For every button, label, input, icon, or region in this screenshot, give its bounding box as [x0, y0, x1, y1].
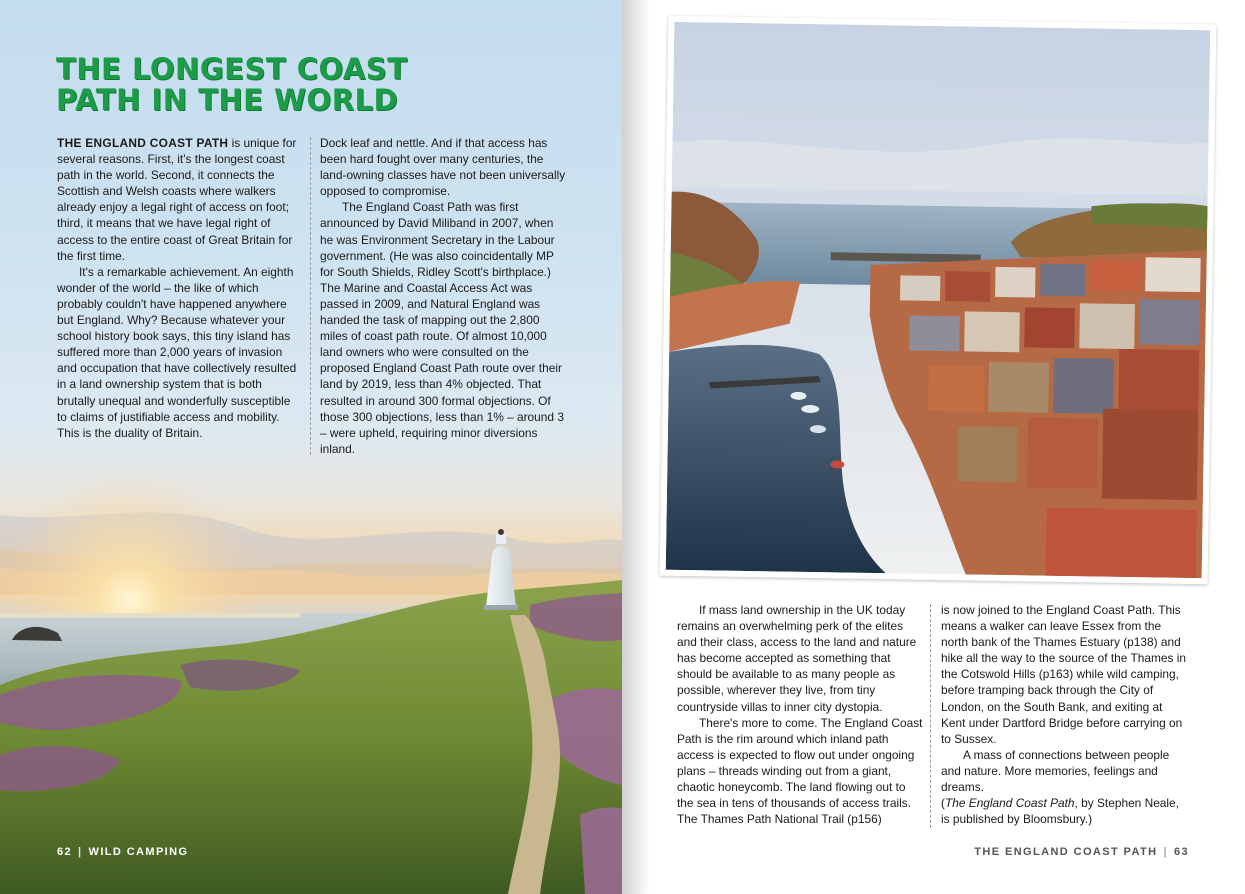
harbour-village-illustration [666, 22, 1211, 578]
right-column-1 [677, 602, 925, 827]
left-column-2 [320, 135, 568, 457]
right-column-2 [941, 602, 1189, 827]
right-page [622, 0, 1245, 894]
credit-text: , by Stephen Neale, is published by Bloomsbury.) [941, 796, 1179, 827]
paragraph: A mass of connections between people and nature. More memories, feelings and dreams. [941, 747, 1170, 795]
intro-text: is unique for several reasons. First, it's the longest coast path in the world. Second, it connects the Scottish and Welsh coasts where walkers already enjoy a legal right of access on foot; third, it means that we have legal right of access to the entire coast of Great Britain for the first time. [57, 136, 297, 263]
credit-open-paren: ( [941, 796, 945, 811]
paragraph: Dock leaf and nettle. And if that access has been hard fought over many centuries, the land-owning classes have not been universally opposed to compromise. [320, 136, 566, 199]
page-number: 62 [57, 846, 73, 858]
paragraph: There's more to come. The England Coast Path is the rim around which inland path access is expected to flow out under ongoing plans – threads winding out from a giant, chaotic honeycomb. The land flowing out to the sea in tens of thousands of access trails. The Thames Path National Trail (p156) [677, 715, 923, 827]
left-page-folio: 62 | WILD CAMPING [57, 846, 189, 858]
column-divider [310, 137, 311, 455]
staithes-harbour-photo [660, 16, 1217, 585]
left-column-1 [57, 135, 299, 441]
intro-paragraph [57, 135, 299, 264]
paragraph: If mass land ownership in the UK today remains an overwhelming perk of the elites and their class, access to the land and nature has become accepted as something that should be available to as many people as possible, wherever they live, from tiny countryside villas to inner city dystopia. [677, 603, 917, 714]
paragraph: is now joined to the England Coast Path. This means a walker can leave Essex from the north bank of the Thames Estuary (p138) and hike all the way to the source of the Thames in the Cotswold Hills (p163) while wild camping, before tramping back through the City of London, on the South Bank, and exiting at Kent under Dartford Bridge before carrying on to Sussex. [941, 603, 1186, 746]
section-name: THE ENGLAND COAST PATH [974, 846, 1158, 858]
paragraph: It's a remarkable achievement. An eighth wonder of the world – the like of which probably couldn't have happened anywhere but England. Why? Because whatever your school history book says, this tiny island has suffered more than 2,000 years of invasion and occupation that have collectively resulted in a land ownership system that is both brutally unequal and wonderfully susceptible to claims of justifiable access and mobility. This is the duality of Britain. [57, 264, 297, 440]
right-page-folio: THE ENGLAND COAST PATH | 63 [974, 846, 1189, 858]
book-title: The England Coast Path [944, 796, 1075, 811]
title-line-2: PATH IN THE WORLD [56, 83, 399, 117]
title-line-1: THE LONGEST COAST [56, 52, 408, 86]
section-name: WILD CAMPING [88, 846, 189, 858]
column-divider [930, 604, 931, 828]
book-gutter-shadow [622, 0, 650, 894]
paragraph: The England Coast Path was first announced by David Miliband in 2007, when he was Environment Secretary in the Labour government. (He was also coincidentally MP for South Shields, Ridley Scott's birthplace.) The Marine and Coastal Access Act was passed in 2009, and Natural England was handed the task of mapping out the 2,800 miles of coast path route. Of almost 10,000 land owners who were consulted on the proposed England Coast Path route over their land by 2019, less than 4% objected. That resulted in around 300 formal objections. Of those 300 objections, less than 1% – around 3 – were upheld, requiring minor diversions inland. [320, 200, 564, 456]
lead-in: THE ENGLAND COAST PATH [57, 136, 229, 150]
book-credit [941, 795, 1189, 827]
page-number: 63 [1173, 846, 1189, 858]
lighthouse-landscape-photo [0, 455, 622, 894]
article-title [56, 54, 407, 116]
left-page [0, 0, 622, 894]
